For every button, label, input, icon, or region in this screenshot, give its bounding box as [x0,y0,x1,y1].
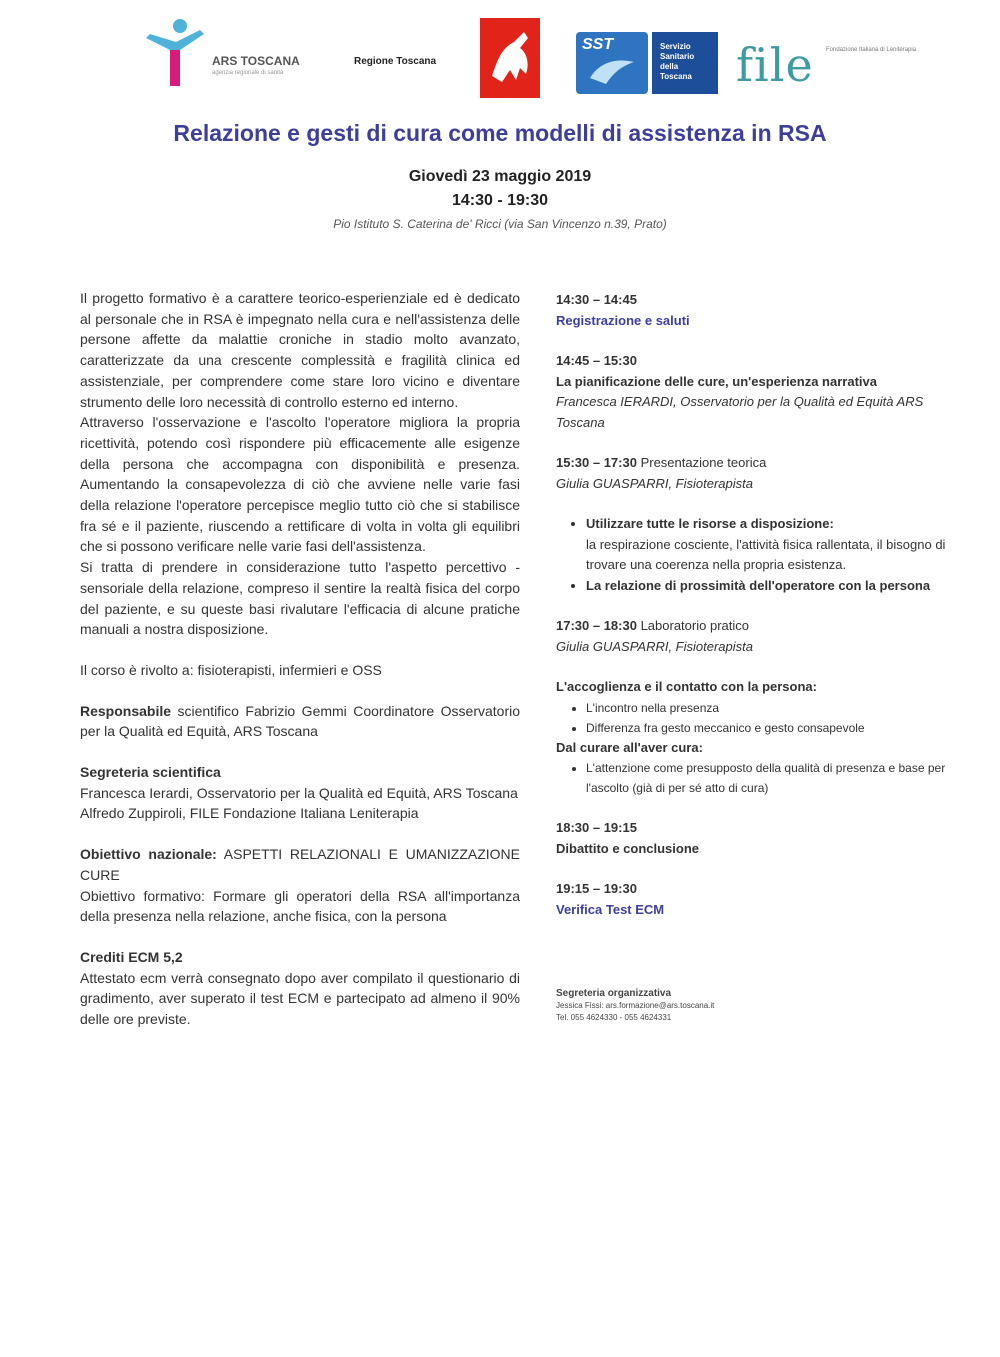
obiettivo-nazionale [80,844,520,885]
obiettivo-text: ASPETTI RELAZIONALI E UMANIZZAZIONE CURE [80,846,520,883]
program-column [556,290,956,1024]
sst-logo [576,32,648,94]
session-title: Laboratorio pratico [640,618,749,633]
session-4 [556,616,956,657]
segreteria-1: Francesca Ierardi, Osservatorio per la Qualità ed Equità, ARS Toscana [80,784,518,801]
session-title: Registrazione e saluti [556,312,690,328]
servizio-sanitario-label: Servizio Sanitario della Toscana [660,42,695,81]
crediti-label: Crediti ECM 5,2 [80,948,183,965]
curare-list [556,758,956,798]
ars-tagline: agenzia regionale di sanità [212,70,284,76]
topic-title: Utilizzare tutte le risorse a disposizione: [586,516,834,531]
session-time: 18:30 – 19:15 [556,820,637,835]
session-time: 15:30 – 17:30 [556,455,637,470]
session-time: 14:30 – 14:45 [556,292,637,307]
session-speaker: Giulia GUASPARRI, Fisioterapista [556,475,753,491]
accoglienza-list [556,698,956,738]
org-phone: Tel. 055 4624330 - 055 4624331 [556,1013,672,1022]
event-venue: Pio Istituto S. Caterina de' Ricci (via San Vincenzo n.39, Prato) [333,217,667,231]
session-speaker: Giulia GUASPARRI, Fisioterapista [556,638,753,654]
topic-title: La relazione di prossimità dell'operatore con la persona [586,577,931,593]
session-6 [556,879,956,920]
description-column [80,288,520,1030]
session-time: 19:15 – 19:30 [556,881,637,896]
topic-text: la respirazione cosciente, l'attività fisica rallentata, il bisogno di trovare una coerenza nella propria esistenza. [586,536,946,572]
logo-bar [140,12,917,104]
session-5 [556,818,956,859]
session-title: La pianificazione delle cure, un'esperienza narrativa [556,373,877,389]
session-time: 14:45 – 15:30 [556,353,637,368]
list-item: • Differenza fra gesto meccanico e gesto consapevole [586,718,956,738]
obiettivo-label: Obiettivo nazionale: [80,846,217,863]
theory-topics-list [556,514,956,596]
event-time: 14:30 - 19:30 [451,192,549,209]
paragraph-2: Attraverso l'osservazione e l'ascolto l'operatore migliora la propria ricettività, potendo così rispondere più efficacemente alle esigenze della persona che accompagna con disponibilità e presenza. Aumentando la consapevolezza di ciò che avviene nelle varie fasi della relazione l'operatore percepisce meglio tutto ciò che si stabilisce fra sé e il paziente, riuscendo a rettificare di volta in volta gli equilibri che si possono verificare nelle varie fasi dell'assistenza. [80,414,520,555]
ars-toscana-logo [140,16,340,92]
servizio-sanitario-logo [652,32,718,94]
responsabile-label: Responsabile [80,702,172,719]
list-item [586,514,956,576]
session-heading [556,453,956,474]
session-heading [556,616,956,637]
paragraph-3: Si tratta di prendere in considerazione tutto l'aspetto percettivo - sensoriale della relazione, compreso il sentire la realtà fisica del corpo del paziente, e su queste basi rivalutare l'efficacia di alcune pratiche manuali a nostra disposizione. [80,559,520,638]
session-title: Dibattito e conclusione [556,840,700,856]
curare-title: Dal curare all'aver cura: [556,739,703,755]
lab-topics [556,677,956,798]
crediti-text: Attestato ecm verrà consegnato dopo aver compilato il questionario di gradimento, aver superato il test ECM e partecipato ad almeno il 90% delle ore previste. [80,969,520,1028]
session-3 [556,453,956,494]
regione-toscana-label: Regione Toscana [354,56,437,67]
file-subtitle: Fondazione Italiana di Leniterapia [826,47,917,53]
session-1 [556,290,956,331]
session-speaker: Francesca IERARDI, Osservatorio per la Qualità ed Equità ARS Toscana [556,394,924,430]
session-time: 17:30 – 18:30 [556,618,637,633]
obiettivo-formativo: Obiettivo formativo: Formare gli operatori della RSA all'importanza della presenza nella relazione, anche fisica, con la persona [80,887,520,925]
pegasus-icon [480,18,540,98]
segreteria-organizzativa [556,988,956,1024]
ars-figure-icon [140,16,210,92]
intro-paragraph: Il progetto formativo è a carattere teorico-esperienziale ed è dedicato al personale che in RSA è impegnato nella cura e nell'assistenza delle persone affette da malattie croniche in stadio molto avanzato, caratterizzate da una crescente complessità e fragilità clinica ed assistenziale, per comprendere come stare loro vicino e diventare strumento delle loro necessità di controllo esterno ed interno. [80,290,520,410]
segreteria-label: Segreteria scientifica [80,764,221,781]
regione-pegaso-logo [480,18,540,98]
list-item: • L'attenzione come presupposto della qualità di presenza e base per l'ascolto (già di per sé atto di cura) [586,758,956,798]
ars-name: ARS TOSCANA [212,54,300,68]
segreteria-2: Alfredo Zuppiroli, FILE Fondazione Italiana Leniterapia [80,805,419,822]
org-title: Segreteria organizzativa [556,988,672,999]
responsabile [80,701,520,742]
session-title: Presentazione teorica [640,455,767,470]
event-title: Relazione e gesti di cura come modelli di assistenza in RSA [173,120,827,146]
event-date: Giovedì 23 maggio 2019 [408,168,592,185]
responsabile-text: scientifico Fabrizio Gemmi Coordinatore Osservatorio per la Qualità ed Equità, ARS Toscana [80,702,521,740]
target-audience: Il corso è rivolto a: fisioterapisti, infermieri e OSS [80,661,382,678]
session-2 [556,351,956,433]
accoglienza-title: L'accoglienza e il contatto con la persona: [556,679,817,694]
file-logo [736,38,917,92]
list-item [586,576,956,597]
org-contact: Jessica Fissi: ars.formazione@ars.toscana.it [556,1001,715,1010]
session-title: Verifica Test ECM [556,901,665,917]
file-wordmark: file [736,38,814,92]
list-item: • L'incontro nella presenza [586,698,956,718]
sst-label: SST [582,36,614,53]
